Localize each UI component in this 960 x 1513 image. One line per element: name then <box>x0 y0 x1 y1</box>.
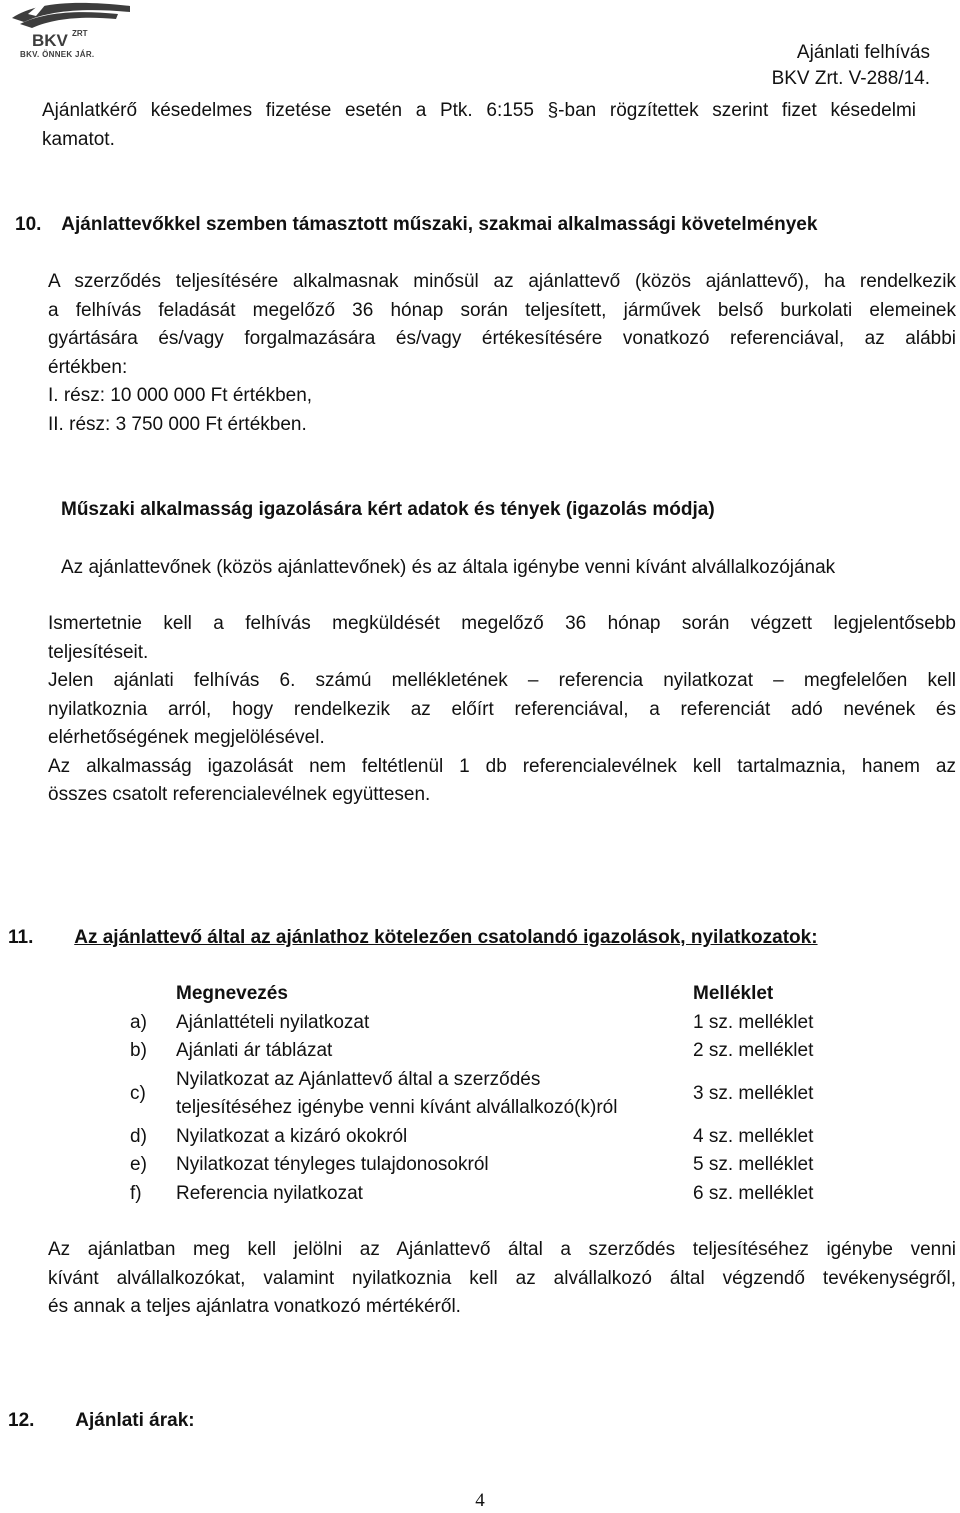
proof-intro: Az ajánlattevőnek (közös ajánlattevőnek) és az általa igénybe venni kívánt alvállalkozójának <box>61 557 836 578</box>
row-letter: e) <box>130 1154 147 1175</box>
proof-line: Az alkalmasság igazolását nem feltétlenül 1 db referencialevélnek kell tartalmaznia, hanem az <box>48 755 956 777</box>
part-2-value: II. rész: 3 750 000 Ft értékben. <box>48 413 307 435</box>
intro-line-2: kamatot. <box>42 128 115 150</box>
subcontractor-line: és annak a teljes ajánlatra vonatkozó mértékéről. <box>48 1296 461 1317</box>
table-row <box>130 1123 813 1152</box>
requirements-line: A szerződés teljesítésére alkalmasnak minősül az ajánlattevő (közös ajánlattevő), ha rendelkezik <box>48 271 956 292</box>
proof-subheading: Műszaki alkalmasság igazolására kért adatok és tények (igazolás módja) <box>61 499 715 520</box>
row-attachment: 6 sz. melléklet <box>693 1182 814 1204</box>
subcontractor-paragraph <box>48 1236 956 1322</box>
table-row <box>130 1037 813 1066</box>
intro-line-1: Ajánlatkérő késedelmes fizetése esetén a Ptk. 6:155 §-ban rögzítettek szerint fizet késedelmi <box>42 100 916 121</box>
svg-text:BKV. ÖNNEK JÁR.: BKV. ÖNNEK JÁR. <box>20 50 95 59</box>
requirements-line: gyártására és/vagy forgalmazására és/vagy értékesítésére vonatkozó referenciával, az alábbi <box>48 328 956 349</box>
row-name: Referencia nyilatkozat <box>176 1182 363 1204</box>
row-letter: c) <box>130 1082 146 1104</box>
table-row <box>130 1151 813 1180</box>
subcontractor-line: kívánt alvállalkozókat, valamint nyilatkoznia kell az alvállalkozó által végzendő tevékenységről, <box>48 1267 956 1289</box>
requirements-line: értékben: <box>48 356 128 378</box>
document-reference: BKV Zrt. V-288/14. <box>771 68 930 89</box>
table-row <box>130 1009 813 1038</box>
row-name: Ajánlattételi nyilatkozat <box>176 1011 370 1033</box>
bkv-logo-mark <box>6 0 132 60</box>
part-1-value: I. rész: 10 000 000 Ft értékben, <box>48 385 313 406</box>
row-attachment: 3 sz. melléklet <box>693 1082 814 1104</box>
bkv-logo <box>6 0 132 60</box>
section-11-title: Az ajánlattevő által az ajánlathoz kötelezően csatolandó igazolások, nyilatkozatok: <box>74 927 818 948</box>
intro-paragraph <box>42 97 916 154</box>
section-12-heading <box>8 1407 195 1435</box>
row-letter: b) <box>130 1040 147 1061</box>
section-11-heading <box>8 924 818 952</box>
proof-line: teljesítéseit. <box>48 641 149 663</box>
row-name: Ajánlati ár táblázat <box>176 1040 333 1061</box>
section-12-title: Ajánlati árak: <box>75 1410 195 1431</box>
requirements-line: a felhívás feladását megelőző 36 hónap során teljesített, járművek belső burkolati elemeinek <box>48 299 956 321</box>
requirements-paragraph <box>48 268 956 439</box>
attachments-table <box>130 980 813 1208</box>
table-row <box>130 1180 813 1209</box>
column-header-name: Megnevezés <box>176 983 288 1004</box>
svg-text:ZRT: ZRT <box>72 29 88 38</box>
section-12-number: 12. <box>8 1410 35 1431</box>
proof-line: elérhetőségének megjelölésével. <box>48 727 325 748</box>
page-number: 4 <box>475 1490 485 1511</box>
proof-line: Ismertetnie kell a felhívás megküldését megelőző 36 hónap során végzett legjelentősebb <box>48 613 956 634</box>
proof-line: összes csatolt referencialevélnek együttesen. <box>48 784 431 805</box>
row-name-continued: teljesítéséhez igénybe venni kívánt alvállalkozó(k)ról <box>176 1097 618 1118</box>
subcontractor-line: Az ajánlatban meg kell jelölni az Ajánlattevő által a szerződés teljesítéséhez igénybe venni <box>48 1239 956 1260</box>
row-letter: a) <box>130 1011 147 1033</box>
row-attachment: 4 sz. melléklet <box>693 1125 814 1147</box>
row-name: Nyilatkozat a kizáró okokról <box>176 1125 408 1147</box>
document-header <box>772 40 930 92</box>
row-letter: f) <box>130 1182 142 1204</box>
proof-line: nyilatkoznia arról, hogy rendelkezik az előírt referenciával, a referenciát adó nevének és <box>48 698 956 720</box>
document-title: Ajánlati felhívás <box>796 42 930 63</box>
proof-paragraph <box>48 610 956 810</box>
section-10-heading <box>15 211 817 239</box>
svg-text:BKV: BKV <box>32 31 68 50</box>
section-10-number: 10. <box>15 214 42 235</box>
section-11-number: 11. <box>8 927 34 948</box>
row-name: Nyilatkozat az Ajánlattevő által a szerződés <box>176 1068 541 1090</box>
table-row <box>130 1066 813 1123</box>
proof-line: Jelen ajánlati felhívás 6. számú mellékletének – referencia nyilatkozat – megfelelően kell <box>48 670 956 691</box>
row-attachment: 2 sz. melléklet <box>693 1040 814 1061</box>
row-name-cell <box>176 1066 693 1123</box>
column-header-attachment: Melléklet <box>693 983 774 1004</box>
row-attachment: 1 sz. melléklet <box>693 1011 814 1033</box>
row-name: Nyilatkozat tényleges tulajdonosokról <box>176 1154 489 1175</box>
table-header-row <box>130 980 813 1009</box>
row-attachment: 5 sz. melléklet <box>693 1154 814 1175</box>
row-letter: d) <box>130 1125 147 1147</box>
section-10-title: Ajánlattevőkkel szemben támasztott műszaki, szakmai alkalmassági követelmények <box>61 214 818 235</box>
